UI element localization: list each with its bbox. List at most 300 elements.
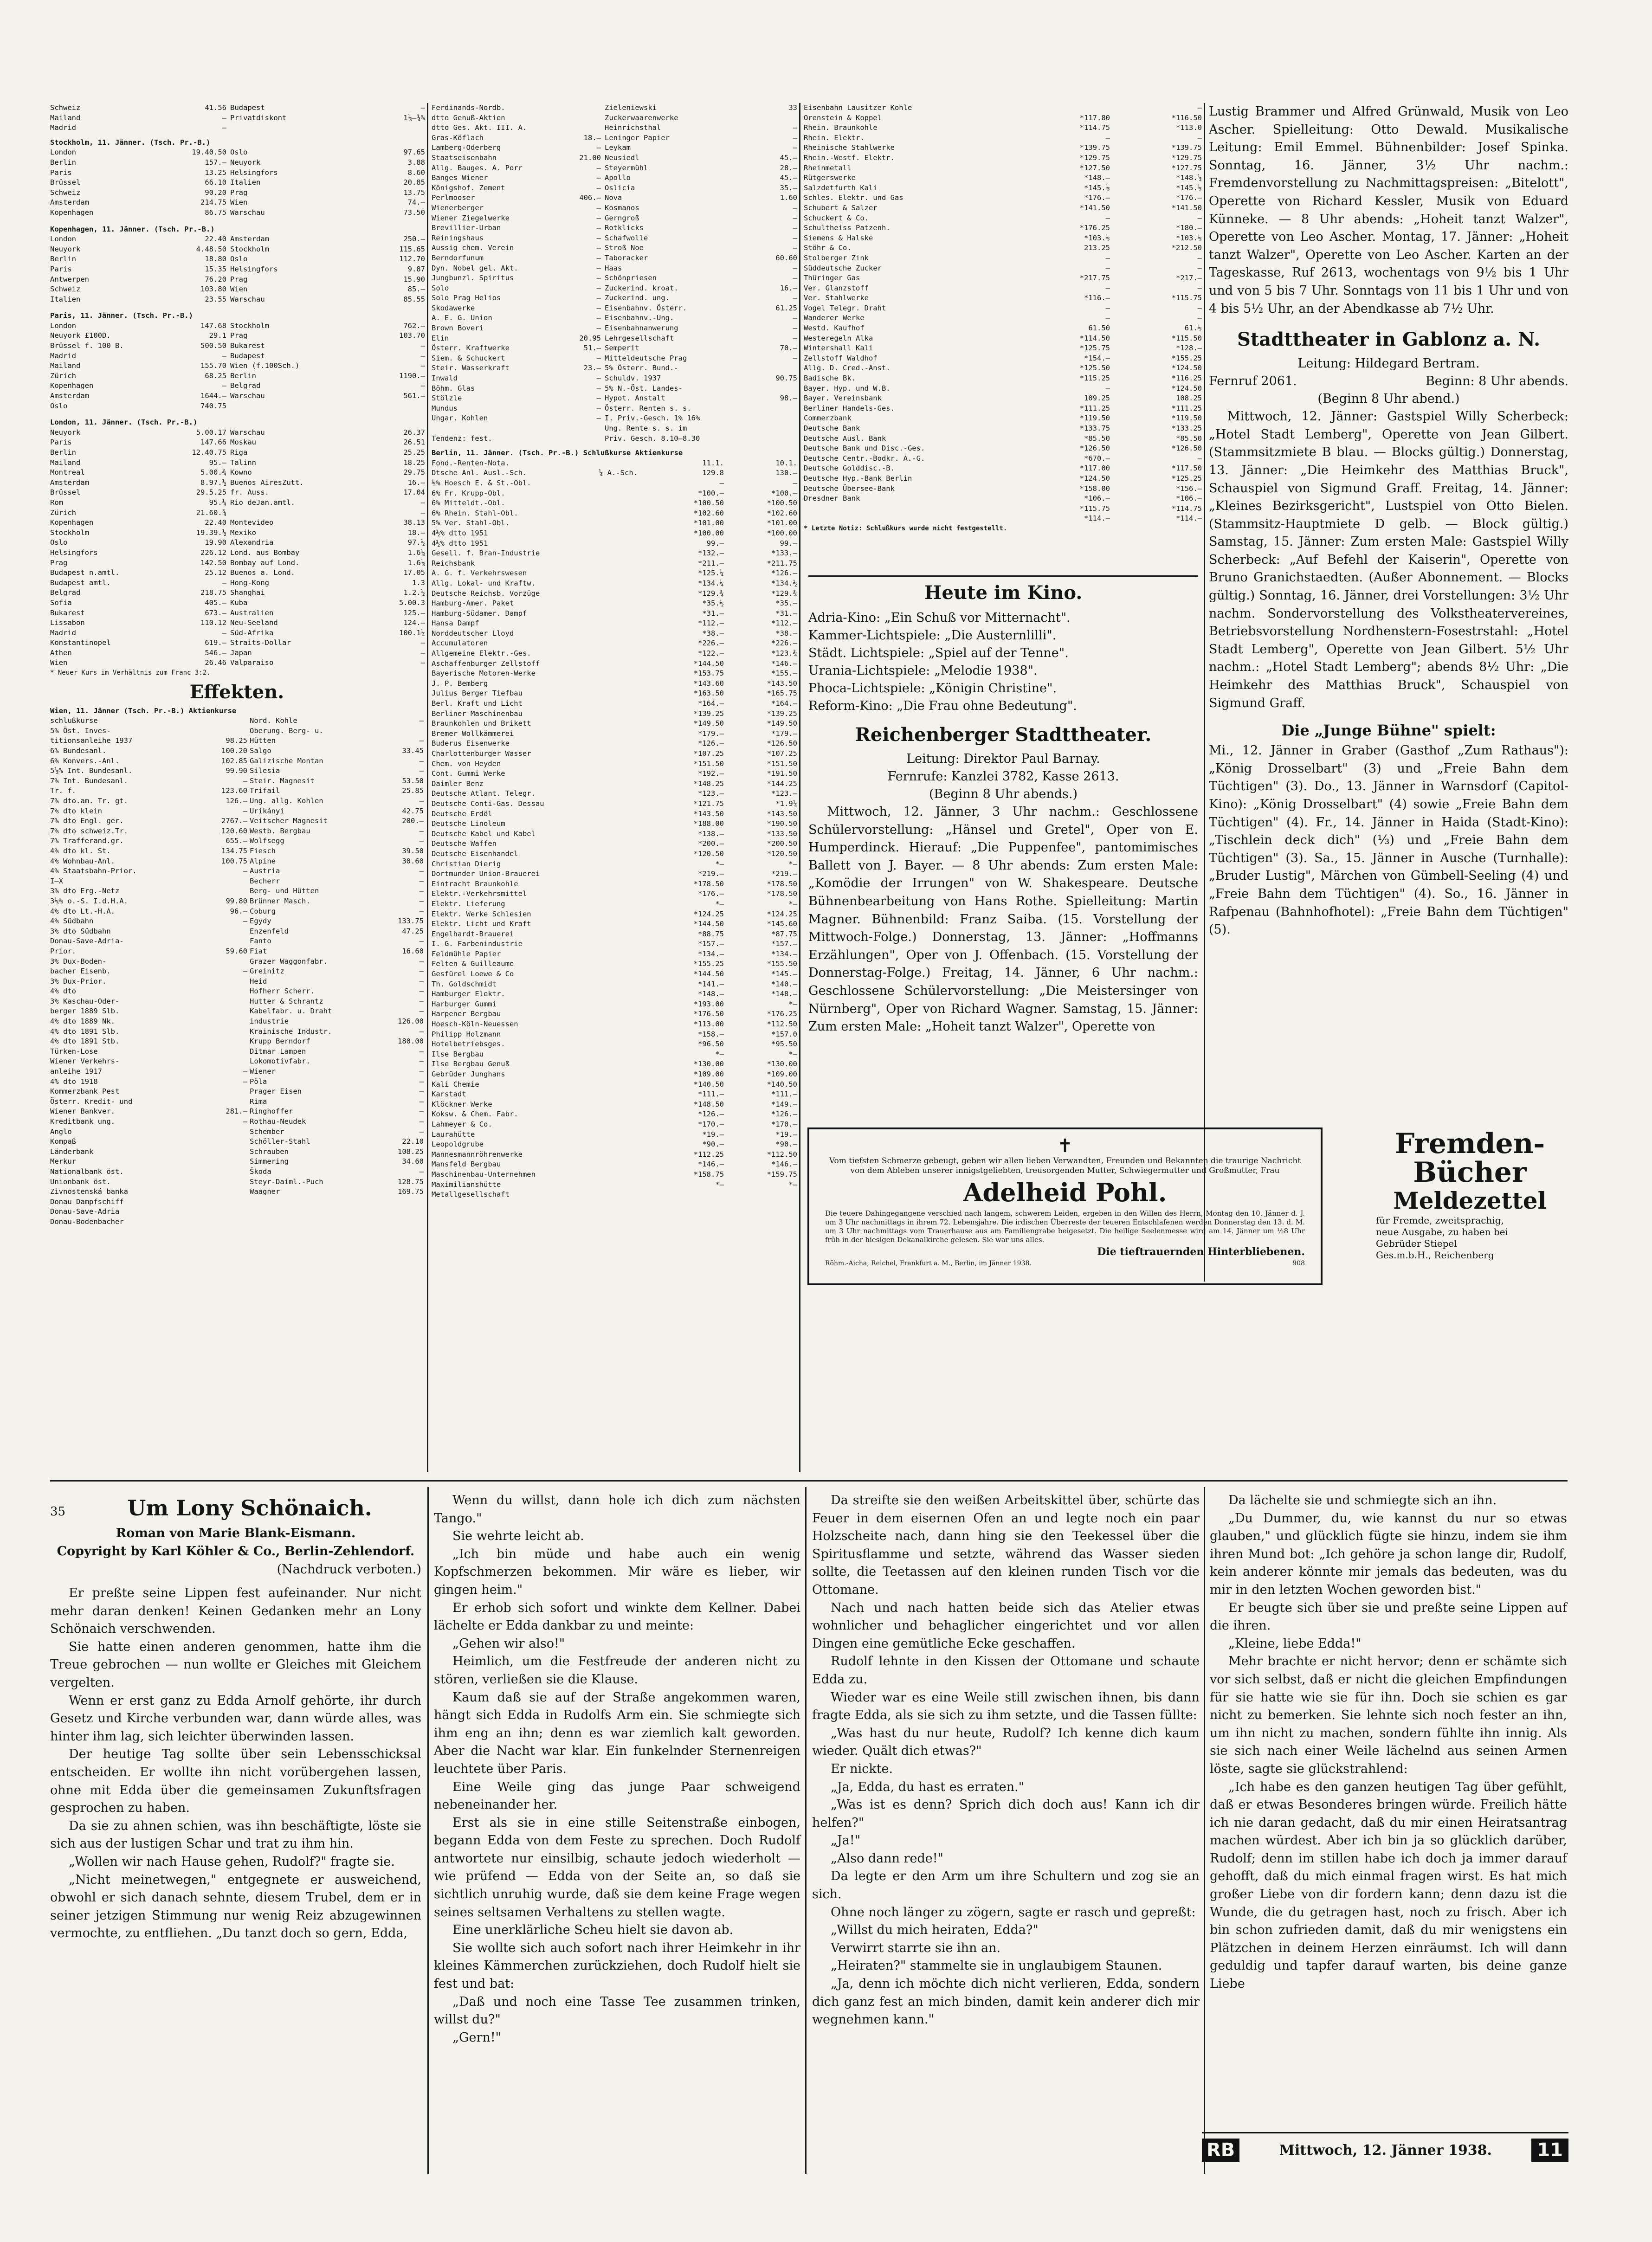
- table-row: [50, 148, 424, 158]
- table-cell: [194, 1187, 251, 1197]
- table-row: [432, 1170, 796, 1180]
- reichenberg-direction: Leitung: Direktor Paul Barnay.: [906, 752, 1100, 766]
- table-cell: Zuckerind. kroat.: [605, 283, 678, 292]
- table-cell: *143.50: [767, 679, 797, 688]
- table-row: [250, 1167, 424, 1177]
- table-cell: [194, 1027, 251, 1037]
- table-cell: 4% Südbahn: [50, 917, 94, 926]
- table-cell: Zürich: [50, 508, 76, 517]
- table-cell: —: [1197, 133, 1202, 142]
- table-cell: Neuyork £100D.: [50, 331, 111, 340]
- table-cell: Elin: [432, 334, 449, 342]
- table-cell: *155.50: [767, 960, 797, 968]
- section-rule: [50, 1480, 1568, 1482]
- table-cell: [599, 1089, 654, 1100]
- table-cell: Stöhr & Co.: [804, 244, 852, 252]
- table-cell: 39.50: [402, 846, 424, 855]
- table-cell: Eintracht Braunkohle: [432, 879, 518, 888]
- table-cell: Neu-Seeland: [230, 618, 278, 627]
- table-cell: [599, 969, 654, 979]
- table-cell: fr. Auss.: [230, 488, 269, 497]
- table-cell: *165.75: [767, 689, 797, 698]
- table-row: [432, 509, 796, 519]
- table-cell: Wien: [230, 285, 248, 294]
- table-cell: Japan: [230, 648, 252, 657]
- table-cell: *124.25: [693, 909, 724, 918]
- table-cell: *100.00: [767, 528, 797, 537]
- table-cell: 42.75: [402, 806, 424, 815]
- table-row: [50, 776, 250, 786]
- table-cell: 200.—: [402, 817, 424, 825]
- table-cell: *130.00: [767, 1060, 797, 1069]
- table-cell: [194, 1177, 251, 1187]
- table-row: [432, 458, 796, 469]
- table-cell: *226.—: [698, 639, 724, 648]
- wien-left-table: [50, 716, 250, 1227]
- table-cell: Ditmar Lampen: [250, 1047, 306, 1056]
- table-row: [432, 699, 796, 709]
- table-row: [50, 1057, 250, 1067]
- table-cell: Brevillier-Urban: [432, 224, 501, 232]
- table-cell: Dresdner Bank: [804, 494, 860, 503]
- table-cell: 98.—: [780, 394, 797, 403]
- table-cell: 5.00.3: [399, 598, 425, 607]
- table-cell: —: [596, 394, 601, 403]
- table-cell: *148.—: [771, 990, 797, 999]
- novel-paragraph: Rudolf lehnte in den Kissen der Ottomane und schaute Edda zu.: [812, 1654, 1200, 1687]
- table-cell: 546.—: [205, 648, 226, 657]
- table-cell: *143.50: [693, 809, 724, 818]
- table-row: [50, 966, 250, 977]
- table-row: [804, 253, 1200, 264]
- gablonz-phone-start: Beginn: 8 Uhr abends.: [1425, 374, 1568, 389]
- table-cell: *670.—: [1084, 454, 1110, 463]
- junge-buehne-text: Mi., 12. Jänner in Graber (Gasthof „Zum Rathaus"): „König Drosselbart" (3) und „Freie Bahn dem Tüchtigen" (3). Do., 13. Jänner in Warnsdorf (Capitol-Kino): „König Drosselbart" (4) sowie „Freie Bahn dem Tüchtigen" (4). Fr., 14. Jänner in Haida (Stadt-Kino): „Tischlein deck dich" (⅓) und „Freie Bahn dem Tüchtigen" (3). Sa., 15. Jänner in Ausche (Turnhalle): „Bruder Lustig", Märchen von Gümbell-Seeling (4) und „Freie Bahn dem Tüchtigen" (4). So., 16. Jänner in Rafpenau (Bahnhofhotel): „Freie Bahn dem Tüchtigen" (5).: [1209, 743, 1568, 937]
- table-cell: *144.50: [693, 970, 724, 979]
- table-cell: 120.60: [221, 826, 247, 835]
- table-cell: Mitteldeutsche Prag: [605, 354, 687, 362]
- table-row: [432, 264, 796, 274]
- table-cell: [194, 1127, 251, 1137]
- table-row: [250, 736, 424, 746]
- table-cell: —: [596, 203, 601, 212]
- table-cell: 99.—: [706, 539, 724, 548]
- table-cell: Australien: [230, 608, 274, 617]
- table-row: [804, 173, 1200, 183]
- table-cell: *96.50: [698, 1040, 724, 1049]
- table-row: [432, 1030, 796, 1040]
- gablonz-direction: Leitung: Hildegard Bertram.: [1297, 356, 1480, 371]
- ad-line: Gebrüder Stiepel: [1376, 1238, 1457, 1249]
- table-cell: *145.60: [767, 920, 797, 928]
- table-cell: [599, 929, 654, 940]
- table-cell: 213.25: [1084, 244, 1110, 252]
- table-cell: Eisenbahnv. Österr.: [605, 303, 687, 312]
- table-cell: [559, 424, 605, 434]
- table-cell: Elektr.-Verkehrsmittel: [432, 889, 527, 898]
- table-cell: Ferdinands-Nordb.: [432, 103, 505, 112]
- table-cell: 18.25: [403, 458, 425, 467]
- table-cell: —: [419, 997, 424, 1005]
- table-cell: 7% dto schweiz.Tr.: [50, 826, 128, 835]
- table-cell: —: [222, 123, 226, 132]
- table-row: [50, 1037, 250, 1047]
- table-cell: Fiesch: [250, 846, 276, 855]
- table-cell: 108.25: [398, 1147, 424, 1156]
- table-cell: [599, 869, 654, 879]
- table-cell: —: [596, 414, 601, 423]
- table-cell: Dyn. Nobel gel. Akt.: [432, 264, 518, 272]
- page-footer: [1202, 2132, 1568, 2167]
- table-cell: *176.50: [693, 1010, 724, 1018]
- table-cell: 1.6⅛: [407, 558, 425, 567]
- table-cell: 41.56: [205, 103, 226, 112]
- table-cell: *111.25: [1171, 404, 1202, 412]
- table-cell: *101.00: [767, 519, 797, 528]
- table-cell: *85.50: [1084, 434, 1110, 443]
- table-row: [432, 334, 796, 344]
- table-cell: Kopenhagen: [50, 518, 94, 527]
- table-cell: *35.—: [775, 599, 797, 608]
- table-cell: *155.—: [771, 669, 797, 678]
- novel-paragraph: Da sie zu ahnen schien, was ihn beschäftigte, löste sie sich aus der lustigen Schar und trat zu ihm hin.: [50, 1818, 421, 1851]
- table-row: [50, 1097, 250, 1107]
- table-cell: Metallgesellschaft: [432, 1190, 510, 1199]
- table-cell: Ilse Bergbau Genuß: [432, 1060, 510, 1069]
- table-cell: —: [243, 1067, 247, 1076]
- novel-paragraph: „Ich bin müde und habe auch ein wenig Kopfschmerzen bekommen. Mir wäre es lieber, wir gingen heim.": [434, 1546, 800, 1597]
- table-cell: —: [793, 478, 797, 487]
- table-cell: Brown Boveri: [432, 324, 484, 333]
- table-cell: 6% Konvers.-Anl.: [50, 756, 120, 765]
- table-row: [250, 947, 424, 957]
- table-cell: —: [596, 143, 601, 152]
- novel-paragraph: Ohne noch länger zu zögern, sagte er rasch und gepreßt:: [831, 1905, 1196, 1920]
- table-row: [50, 816, 250, 826]
- table-cell: Karstadt: [432, 1090, 466, 1099]
- table-cell: —: [419, 1047, 424, 1056]
- table-cell: Gesell. f. Bran-Industrie: [432, 549, 540, 558]
- table-cell: Türken-Lose: [50, 1047, 98, 1056]
- mid-top-table: [432, 103, 796, 444]
- table-row: [250, 977, 424, 987]
- table-cell: Wiener Ziegelwerke: [432, 213, 510, 222]
- table-cell: Mailand: [50, 458, 81, 467]
- novel-paragraph: „Wollen wir nach Hause gehen, Rudolf?" fragte sie.: [69, 1854, 395, 1869]
- table-cell: 655.—: [226, 837, 247, 845]
- table-cell: Buenos AiresZutt.: [230, 478, 304, 487]
- table-cell: Berndorfunum: [432, 253, 484, 262]
- table-row: [50, 1027, 250, 1037]
- table-row: [50, 331, 424, 341]
- table-cell: *190.50: [767, 819, 797, 828]
- table-cell: [599, 919, 654, 929]
- table-cell: —: [793, 233, 797, 242]
- table-cell: Elektr. Lieferung: [432, 899, 505, 908]
- table-cell: [194, 876, 251, 887]
- table-cell: [432, 424, 559, 434]
- table-cell: *114.50: [1079, 334, 1110, 342]
- table-row: [432, 649, 796, 659]
- table-cell: *155.25: [693, 960, 724, 968]
- novel-paragraph: Kaum daß sie auf der Straße angekommen waren, hängt sich Edda in Rudolfs Arm ein. Sie schmiegte sich ihm eng an ihn; denn es war ziemlich kalt geworden. Aber die Nacht war klar. Ein funkelnder Sternenreigen leuchtete über Paris.: [434, 1690, 800, 1776]
- table-row: [804, 273, 1200, 283]
- table-row: [50, 977, 250, 987]
- advertisement: [1371, 1127, 1568, 1285]
- table-cell: Charlottenburger Wasser: [432, 749, 531, 758]
- paris-heading: Paris, 11. Jänner. (Tsch. Pr.-B.): [50, 311, 193, 320]
- table-row: [804, 203, 1200, 213]
- novel-paragraph: Da streifte sie den weißen Arbeitskittel über, schürte das Feuer in dem eisernen Ofen an und legte noch ein paar Holzscheite nach, dann hing sie den Teekessel über die Spiritusflamme und setzte, während das Wasser sieden sollte, die Teetassen auf den kleinen runden Tisch vor die Ottomane.: [812, 1493, 1200, 1597]
- table-cell: Prior.: [50, 947, 76, 955]
- novel-column-2: [434, 1492, 800, 2174]
- novel-paragraph: Wenn du willst, dann hole ich dich zum nächsten Tango.": [434, 1493, 800, 1526]
- novel-paragraph: Er nickte.: [831, 1761, 893, 1776]
- table-row: [432, 799, 796, 809]
- table-cell: 18.80: [205, 255, 226, 264]
- table-cell: —: [420, 638, 425, 647]
- death-notice-body: Die teuere Dahingegangene verschied nach langem, schwerem Leiden, ergeben in den Willen des Herrn, Montag den 10. Jänner d. J. um 3 Uhr nachmittags in ihrem 72. Lebensjahre. Die irdischen Überreste der teueren Entschlafenen werden Donnerstag den 13. d. M. um 3 Uhr nachmittags vom Trauerhause aus am Familiengrabe beigesetzt. Die heilige Seelenmesse wird am 14. Jänner um ½8 Uhr früh in der hiesigen Dekanalkirche gelesen. Sie war uns alles.: [825, 1209, 1305, 1244]
- table-row: [250, 1037, 424, 1047]
- table-cell: 3% Kaschau-Oder-: [50, 997, 120, 1005]
- table-cell: *107.25: [767, 749, 797, 758]
- table-row: [432, 559, 796, 569]
- table-cell: Lamberg-Oderberg: [432, 143, 501, 152]
- table-cell: [599, 1030, 654, 1040]
- table-cell: Bukarest: [230, 341, 265, 350]
- table-cell: —: [243, 917, 247, 926]
- table-cell: [599, 959, 654, 969]
- table-cell: Helsingfors: [230, 264, 278, 273]
- table-cell: 6% Rhein. Stahl-Obl.: [432, 509, 518, 517]
- table-cell: *126.—: [698, 1110, 724, 1119]
- table-cell: Oslo: [50, 538, 68, 547]
- table-cell: Wolfsegg: [250, 837, 284, 845]
- table-cell: *176.25: [767, 1010, 797, 1018]
- table-row: [432, 629, 796, 639]
- table-cell: Allgemeine Elektr.-Ges.: [432, 649, 531, 658]
- table-cell: *193.00: [693, 999, 724, 1008]
- table-cell: 21.00: [579, 153, 601, 162]
- table-cell: [599, 939, 654, 949]
- table-cell: 74.—: [407, 198, 425, 207]
- table-cell: Gras-Köflach: [432, 133, 484, 142]
- table-row: [432, 1109, 796, 1120]
- table-cell: *125.50: [1079, 364, 1110, 373]
- rates-top-table: [50, 103, 424, 133]
- table-cell: 740.75: [200, 401, 226, 410]
- table-cell: *146.—: [698, 1160, 724, 1169]
- table-row: [50, 498, 424, 508]
- table-cell: [1022, 103, 1114, 113]
- table-cell: *116.25: [1171, 374, 1202, 383]
- table-cell: —: [419, 736, 424, 745]
- novel-paragraph: Verwirrt starrte sie ihn an.: [831, 1940, 1001, 1955]
- table-cell: 35.—: [780, 183, 797, 192]
- table-cell: 76.20: [205, 275, 226, 283]
- table-row: [250, 1067, 424, 1077]
- table-cell: *126.—: [771, 1110, 797, 1119]
- table-row: [50, 401, 424, 412]
- table-cell: 5% Ver. Stahl-Obl.: [432, 519, 510, 528]
- kino-entry: Reform-Kino: „Die Frau ohne Bedeutung".: [808, 699, 1077, 713]
- table-cell: Belgrad: [50, 588, 81, 597]
- table-row: [50, 598, 424, 608]
- table-cell: Hofherr Scherr.: [250, 987, 315, 996]
- table-cell: 25.85: [402, 786, 424, 795]
- table-cell: [744, 363, 801, 374]
- table-row: [804, 354, 1200, 364]
- table-cell: —: [243, 1117, 247, 1126]
- table-cell: Veitscher Magnesit: [250, 817, 328, 825]
- table-cell: *116.50: [1171, 113, 1202, 122]
- table-cell: Aussig chem. Verein: [432, 244, 514, 252]
- table-cell: [744, 404, 801, 414]
- table-cell: Greinitz: [250, 967, 284, 976]
- table-row: [50, 168, 424, 178]
- table-cell: 4% Staatsbahn-Prior.: [50, 867, 137, 876]
- table-cell: *111.—: [698, 1090, 724, 1099]
- table-cell: —: [1105, 283, 1110, 292]
- table-cell: Schönpriesen: [605, 274, 657, 283]
- table-cell: *149.50: [767, 719, 797, 728]
- table-cell: *176.—: [1084, 193, 1110, 202]
- table-cell: Eisenbahnanwerung: [605, 324, 678, 333]
- table-row: [50, 927, 250, 937]
- table-cell: Schrauben: [250, 1147, 289, 1156]
- table-cell: I. G. Farbenindustrie: [432, 940, 523, 948]
- death-notice-signature: Die tieftrauernden Hinterbliebenen.: [1097, 1246, 1305, 1258]
- table-cell: Rom: [50, 498, 63, 507]
- table-cell: *—: [715, 1050, 724, 1058]
- table-cell: Moskau: [230, 438, 256, 447]
- table-cell: *143.60: [693, 679, 724, 688]
- table-cell: —: [420, 658, 425, 667]
- table-row: [432, 1009, 796, 1019]
- table-cell: 2767.—: [221, 817, 247, 825]
- table-cell: Mailand: [50, 113, 81, 122]
- table-cell: Stockholm: [230, 321, 269, 330]
- table-cell: —: [243, 806, 247, 815]
- table-cell: Hypot. Anstalt: [605, 394, 665, 403]
- table-cell: Paris: [50, 168, 72, 177]
- table-cell: Deutsche Reichsb. Vorzüge: [432, 589, 540, 598]
- table-cell: 45.—: [780, 174, 797, 182]
- table-cell: berger 1889 Slb.: [50, 1007, 120, 1016]
- table-cell: —: [419, 987, 424, 996]
- table-cell: [599, 1109, 654, 1120]
- table-cell: 98.25: [226, 736, 247, 745]
- table-cell: Perlmooser: [432, 193, 475, 202]
- table-row: [432, 849, 796, 859]
- table-cell: Orenstein & Koppel: [804, 113, 882, 122]
- table-cell: [599, 458, 654, 469]
- table-row: [250, 1006, 424, 1017]
- table-cell: 5% Öst. Inves-: [50, 726, 111, 735]
- table-row: [50, 896, 250, 907]
- table-cell: Daimler Benz: [432, 779, 484, 788]
- table-cell: *125.25: [1171, 474, 1202, 483]
- table-cell: Prag: [50, 558, 68, 567]
- table-cell: Budapest: [230, 103, 265, 112]
- table-cell: 133.75: [398, 917, 424, 926]
- table-cell: *103.½: [1176, 233, 1202, 242]
- table-cell: —: [1197, 103, 1202, 112]
- table-row: [432, 539, 796, 549]
- table-row: [432, 979, 796, 990]
- table-cell: Zivnostenská banka: [50, 1187, 128, 1196]
- table-cell: —: [419, 967, 424, 976]
- table-cell: Königshof. Zement: [432, 183, 505, 192]
- table-cell: Hansa Dampf: [432, 619, 479, 628]
- table-cell: *151.50: [693, 759, 724, 768]
- table-cell: 1.3: [412, 578, 425, 587]
- table-cell: —: [419, 767, 424, 775]
- table-cell: *180.—: [1176, 224, 1202, 232]
- novel-column-1: [50, 1492, 421, 2174]
- table-cell: Semperit: [605, 344, 639, 353]
- table-row: [250, 1147, 424, 1157]
- table-cell: *100.00: [693, 528, 724, 537]
- table-cell: 18.—: [407, 528, 425, 537]
- table-cell: *149.50: [693, 719, 724, 728]
- table-cell: [599, 579, 654, 589]
- table-cell: —: [793, 133, 797, 142]
- table-cell: 85.55: [403, 295, 425, 303]
- table-cell: *212.50: [1171, 244, 1202, 252]
- table-cell: Donau Dampfschiff: [50, 1197, 124, 1206]
- table-cell: *217.—: [1176, 274, 1202, 283]
- table-cell: —: [1105, 314, 1110, 322]
- table-row: [432, 879, 796, 889]
- table-cell: 60.60: [775, 253, 797, 262]
- table-cell: [599, 568, 654, 579]
- table-cell: Budapest n.amtl.: [50, 568, 120, 577]
- table-row: [50, 608, 424, 618]
- table-cell: Th. Goldschmidt: [432, 979, 497, 988]
- table-row: [804, 334, 1200, 344]
- table-cell: [599, 1170, 654, 1180]
- table-cell: *114.—: [1176, 514, 1202, 523]
- table-cell: 3% dto Südbahn: [50, 927, 111, 935]
- effekten-title: Effekten.: [189, 681, 284, 703]
- table-row: [804, 474, 1200, 484]
- table-cell: 147.68: [200, 321, 226, 330]
- table-row: [432, 518, 796, 528]
- table-cell: *100.50: [693, 499, 724, 508]
- table-row: [804, 183, 1200, 193]
- table-cell: industrie: [250, 1017, 289, 1026]
- table-row: [432, 303, 796, 314]
- table-cell: 15.90: [403, 275, 425, 283]
- table-cell: *38.—: [702, 629, 724, 638]
- junge-buehne-title: Die „Junge Bühne" spielt:: [1281, 722, 1496, 740]
- table-cell: Italien: [50, 295, 81, 303]
- table-row: [804, 103, 1200, 113]
- table-cell: 26.46: [205, 658, 226, 667]
- table-row: [432, 1069, 796, 1080]
- table-cell: Schember: [250, 1127, 284, 1136]
- table-cell: Oslo: [230, 255, 248, 264]
- table-cell: Ver. Glanzstoff: [804, 283, 869, 292]
- table-row: [432, 273, 796, 283]
- table-row: [50, 578, 424, 588]
- table-cell: —: [419, 907, 424, 915]
- table-cell: 4% dto Lt.-H.A.: [50, 907, 115, 915]
- table-cell: [599, 1069, 654, 1080]
- table-cell: Thüringer Gas: [804, 274, 860, 283]
- table-cell: Ungar. Kohlen: [432, 414, 488, 423]
